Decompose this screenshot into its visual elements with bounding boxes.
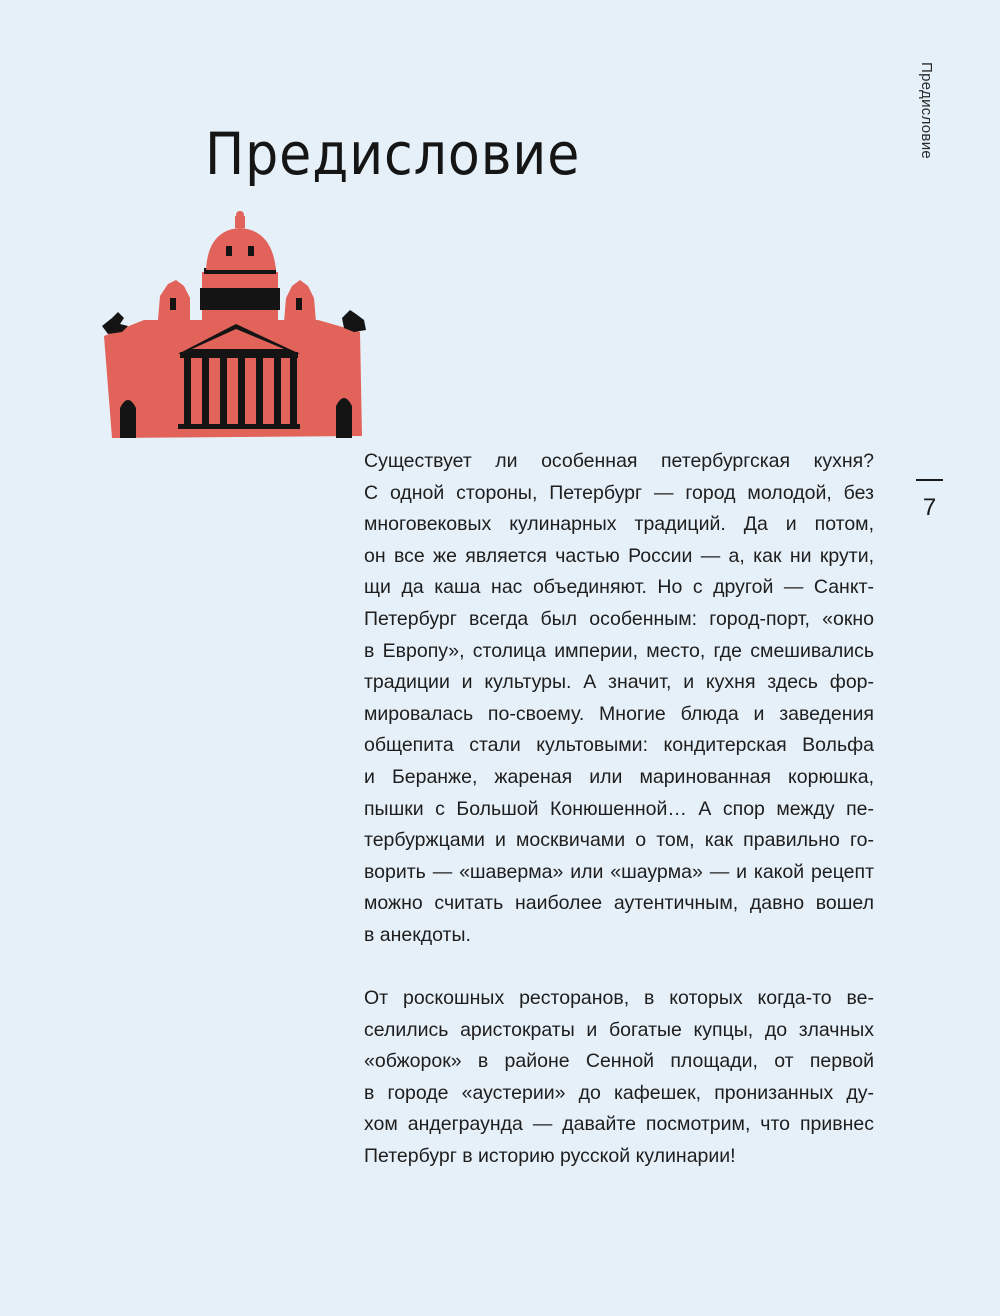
- running-head: Предисловие: [918, 62, 935, 160]
- paragraph-2: [364, 983, 874, 1173]
- text-line: тербуржцами и москвичами о том, как правильно го-: [364, 829, 874, 852]
- text-line: С одной стороны, Петербург — город молодой, без: [364, 481, 874, 504]
- text-line: Петербург в историю русской кулинарии!: [364, 1145, 736, 1168]
- text-line: в анекдоты.: [364, 923, 471, 946]
- text-line: селились аристократы и богатые купцы, до злачных: [364, 1018, 874, 1041]
- text-line: он все же является частью России — а, как ни крути,: [364, 544, 874, 567]
- paragraph-1: [364, 446, 874, 952]
- text-line: в городе «аустерии» до кафешек, пронизанных ду-: [364, 1081, 874, 1104]
- page-number-rule: [916, 479, 943, 481]
- text-line: ворить — «шаверма» или «шаурма» — и какой рецепт: [364, 860, 874, 883]
- drum-band: [200, 288, 280, 310]
- text-line: Существует ли особенная петербургская кухня?: [364, 450, 874, 472]
- text-line: пышки с Большой Конюшенной… А спор между пе-: [364, 797, 874, 820]
- text-line: щи да каша нас объединяют. Но с другой — Санкт-: [364, 576, 874, 599]
- left-door: [120, 400, 136, 438]
- text-line: традиции и культуры. А значит, и кухня здесь фор-: [364, 671, 874, 694]
- text-line: хом андеграунда — давайте посмотрим, что привнес: [364, 1113, 874, 1136]
- text-line: в Европу», столица империи, место, где смешивались: [364, 639, 874, 662]
- page-number: 7: [922, 494, 937, 521]
- dome: [206, 228, 276, 270]
- text-line: можно считать наиболее аутентичным, давно вошел: [364, 892, 874, 915]
- text-line: От роскошных ресторанов, в которых когда-то ве-: [364, 987, 874, 1010]
- text-line: многовековых кулинарных традиций. Да и потом,: [364, 513, 874, 536]
- chapter-title: Предисловие: [205, 120, 581, 188]
- right-door: [336, 398, 352, 438]
- body-text: [364, 446, 874, 1173]
- text-line: Петербург всегда был особенным: город-порт, «окно: [364, 607, 874, 630]
- text-line: и Беранже, жареная или маринованная корюшка,: [364, 765, 874, 788]
- text-line: мировалась по-своему. Многие блюда и заведения: [364, 702, 874, 725]
- text-line: общепита стали культовыми: кондитерская Вольфа: [364, 734, 874, 757]
- cathedral-illustration: [98, 208, 370, 440]
- text-line: «обжорок» в районе Сенной площади, от первой: [364, 1050, 874, 1073]
